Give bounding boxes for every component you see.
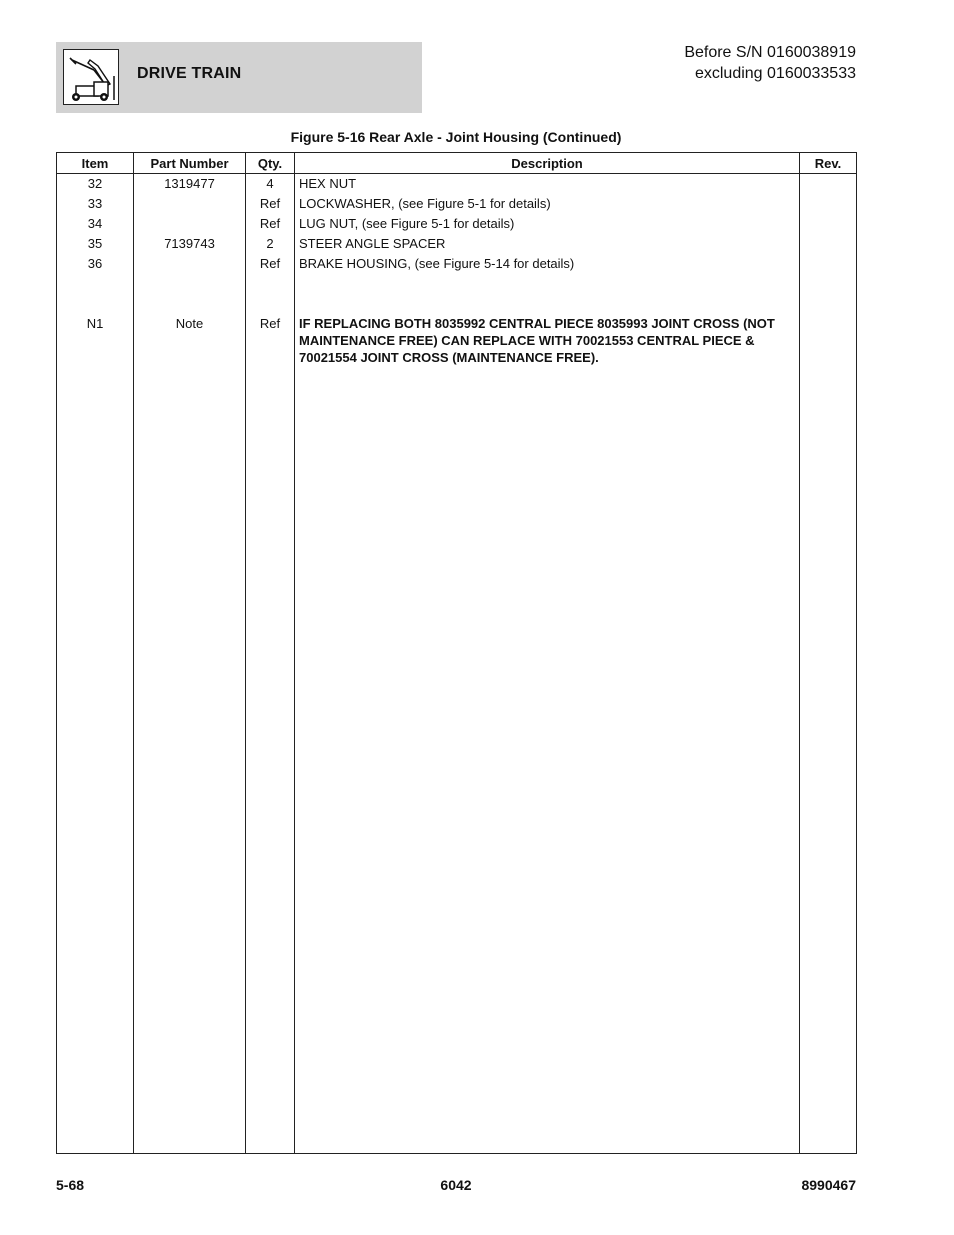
item-number: 33	[57, 194, 134, 214]
quantity: 4	[246, 174, 295, 195]
revision	[800, 174, 857, 195]
part-number	[134, 214, 246, 234]
table-row	[57, 194, 857, 214]
manual-number: 8990467	[801, 1177, 856, 1193]
quantity: Ref	[246, 194, 295, 214]
serial-range	[684, 42, 856, 84]
spacer-row	[57, 274, 857, 314]
item-number: 35	[57, 234, 134, 254]
description: LOCKWASHER, (see Figure 5-1 for details)	[295, 194, 800, 214]
part-number	[134, 194, 246, 214]
model-number: 6042	[440, 1177, 472, 1193]
figure-title: Figure 5-16 Rear Axle - Joint Housing (Continued)	[290, 129, 622, 145]
table-row	[57, 214, 857, 234]
revision	[800, 254, 857, 274]
note-item: N1	[57, 314, 134, 366]
description: LUG NUT, (see Figure 5-1 for details)	[295, 214, 800, 234]
description: STEER ANGLE SPACER	[295, 234, 800, 254]
description: BRAKE HOUSING, (see Figure 5-14 for details)	[295, 254, 800, 274]
serial-line-1: Before S/N 0160038919	[684, 44, 856, 61]
part-number: 7139743	[134, 234, 246, 254]
serial-line-2: excluding 0160033533	[694, 65, 856, 82]
revision	[800, 234, 857, 254]
quantity: Ref	[246, 214, 295, 234]
column-header-part-number: Part Number	[134, 153, 246, 174]
column-header-description: Description	[295, 153, 800, 174]
description: HEX NUT	[295, 174, 800, 195]
revision	[800, 214, 857, 234]
item-number: 34	[57, 214, 134, 234]
revision	[800, 194, 857, 214]
part-number: 1319477	[134, 174, 246, 195]
item-number: 36	[57, 254, 134, 274]
item-number: 32	[57, 174, 134, 195]
note-qty: Ref	[246, 314, 295, 366]
table-header-row	[57, 153, 857, 174]
table-row	[57, 174, 857, 195]
logo	[63, 49, 119, 105]
table-row	[57, 254, 857, 274]
column-header-item: Item	[57, 153, 134, 174]
table-row	[57, 234, 857, 254]
quantity: Ref	[246, 254, 295, 274]
column-header-rev: Rev.	[800, 153, 857, 174]
aerial-lift-machine-icon	[64, 50, 118, 104]
parts-table	[56, 152, 857, 1154]
page-number: 5-68	[56, 1177, 85, 1193]
note-row	[57, 314, 857, 366]
filler-row	[57, 366, 857, 1154]
column-header-qty: Qty.	[246, 153, 295, 174]
note-rev	[800, 314, 857, 366]
note-part: Note	[134, 314, 246, 366]
header-band	[56, 42, 422, 113]
quantity: 2	[246, 234, 295, 254]
section-title: DRIVE TRAIN	[137, 65, 242, 82]
part-number	[134, 254, 246, 274]
note-description: IF REPLACING BOTH 8035992 CENTRAL PIECE 8035993 JOINT CROSS (NOT MAINTENANCE FREE) CAN REPLACE WITH 70021553 CENTRAL PIECE & 70021554 JOINT CROSS (MAINTENANCE FREE).	[295, 314, 800, 366]
